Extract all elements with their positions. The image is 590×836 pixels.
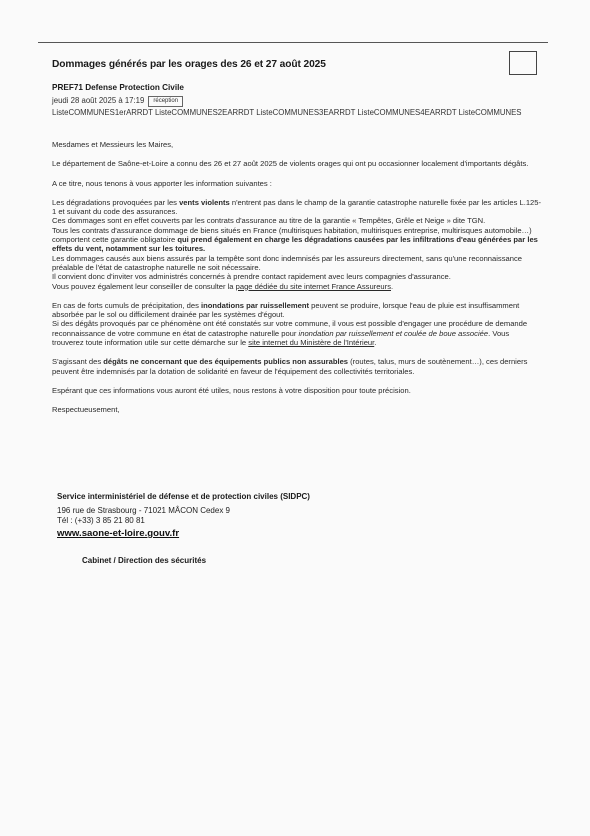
paragraph-vents: Les dégradations provoquées par les vents violents n'entrent pas dans le champ de la garantie catastrophe naturelle fixée par les articles L.125-1 et suivant du code des assurances. bbox=[52, 197, 542, 217]
paragraph-indemnity: Les dommages causés aux biens assurés par la tempête sont donc indemnisés par les assureurs directement, sans qu'une reconnaissance préalable de l'état de catastrophe naturelle ne soit nécessaire. bbox=[52, 253, 522, 272]
email-date: jeudi 28 août 2025 à 17:19 bbox=[52, 96, 145, 105]
signature-contact bbox=[57, 506, 230, 526]
france-assureurs-link[interactable]: page dédiée du site internet France Assureurs bbox=[235, 281, 391, 291]
email-sender: PREF71 Defense Protection Civile bbox=[52, 83, 184, 92]
email-recipients: ListeCOMMUNES1erARRDT ListeCOMMUNES2EARRDT ListeCOMMUNES3EARRDT ListeCOMMUNES4EARRDT ListeCOMMUNES bbox=[52, 108, 522, 117]
checkbox[interactable] bbox=[509, 51, 537, 75]
paragraph-closing: Espérant que ces informations vous auront été utiles, nous restons à votre disposition pour toute précision. bbox=[52, 385, 411, 395]
closing-salutation: Respectueusement, bbox=[52, 405, 120, 415]
reception-badge: réception bbox=[148, 96, 183, 107]
paragraph-advice: Vous pouvez également leur conseiller de consulter la page dédiée du site internet France Assureurs. bbox=[52, 281, 394, 291]
header-rule bbox=[38, 42, 548, 43]
signature-title: Service interministériel de défense et de protection civiles (SIDPC) bbox=[57, 492, 310, 501]
ministere-link[interactable]: site internet du Ministère de l'Intérieur bbox=[248, 338, 375, 348]
email-date-line bbox=[52, 96, 183, 107]
paragraph-invite: Il convient donc d'inviter vos administrés concernés à prendre contact rapidement avec leurs compagnies d'assurance. bbox=[52, 272, 451, 282]
email-body bbox=[52, 140, 542, 425]
paragraph-ruissellement: En cas de forts cumuls de précipitation, des inondations par ruissellement peuvent se produire, lorsque l'eau de pluie est insuffisamment absorbée par le sol ou difficilement drainée par les systèmes d'égout. bbox=[52, 300, 520, 320]
signature-phone: Tél : (+33) 3 85 21 80 81 bbox=[57, 516, 145, 525]
paragraph-contracts: Tous les contrats d'assurance dommage de biens situés en France (multirisques habitation, multirisques entreprise, multirisques automobile…) comportent cette garantie obligatoire qui prend également en charge les dégradations causées par les infiltrations d'eau générées par les effets du vent, notamment sur les toitures. bbox=[52, 225, 538, 254]
email-subject: Dommages générés par les orages des 26 et 27 août 2025 bbox=[52, 59, 326, 70]
website-link[interactable]: www.saone-et-loire.gouv.fr bbox=[57, 528, 180, 539]
paragraph-tgn: Ces dommages sont en effet couverts par les contrats d'assurance au titre de la garantie « Tempêtes, Grêle et Neige » dite TGN. bbox=[52, 216, 486, 226]
paragraph-intro: Le département de Saône-et-Loire a connu des 26 et 27 août 2025 de violents orages qui ont pu occasionner localement d'importants dégâts. bbox=[52, 159, 529, 169]
paragraph-procedure: Si des dégâts provoqués par ce phénomène ont été constatés sur votre commune, il vous est possible d'engager une procédure de demande reconnaissance de votre commune en état de catastrophe naturelle pour inondation par ruissellement et coulée de boue associée. Vous trouverez toute information utile sur cette démarche sur le site internet du Ministère de l'Intérieur. bbox=[52, 319, 528, 348]
signature-cabinet: Cabinet / Direction des sécurités bbox=[82, 556, 207, 565]
paragraph-info: A ce titre, nous tenons à vous apporter les information suivantes : bbox=[52, 178, 272, 188]
signature-address: 196 rue de Strasbourg - 71021 MÂCON Cedex 9 bbox=[57, 506, 230, 515]
paragraph-equipements: S'agissant des dégâts ne concernant que des équipements publics non assurables (routes, talus, murs de soutènement…), ces derniers peuvent être indemnisés par la dotation de solidarité en faveur de l'équipement des collectivités territoriales. bbox=[52, 357, 528, 376]
greeting: Mesdames et Messieurs les Maires, bbox=[52, 140, 174, 149]
